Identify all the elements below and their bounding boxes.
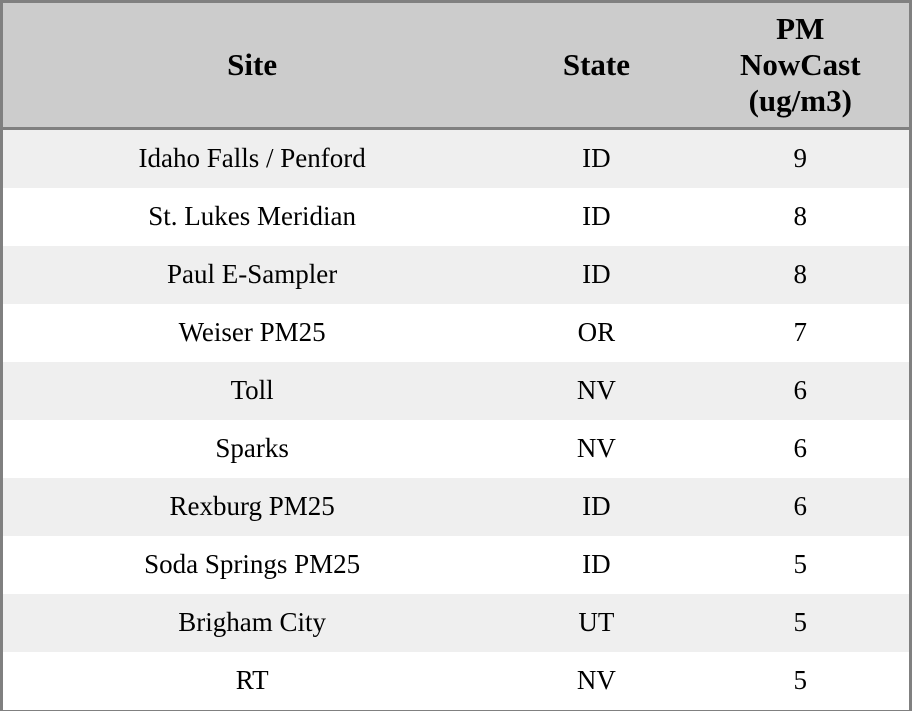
table-row xyxy=(3,652,909,710)
column-header-site xyxy=(3,3,501,128)
cell-site: Idaho Falls / Penford xyxy=(3,128,501,188)
cell-state: UT xyxy=(501,594,691,652)
column-header-pm-nowcast-line-1: PM xyxy=(776,11,825,46)
air-quality-table xyxy=(3,3,909,710)
table-row xyxy=(3,478,909,536)
cell-value: 8 xyxy=(692,246,909,304)
column-header-state-text xyxy=(507,47,685,83)
column-header-pm-nowcast-line-2: NowCast xyxy=(739,46,861,82)
cell-value: 5 xyxy=(692,536,909,594)
table-row xyxy=(3,128,909,188)
cell-state: NV xyxy=(501,420,691,478)
cell-value: 6 xyxy=(692,478,909,536)
column-header-pm-nowcast xyxy=(692,3,909,128)
cell-site: Weiser PM25 xyxy=(3,304,501,362)
cell-value: 6 xyxy=(692,362,909,420)
cell-value: 6 xyxy=(692,420,909,478)
cell-site: Sparks xyxy=(3,420,501,478)
cell-site: St. Lukes Meridian xyxy=(3,188,501,246)
cell-state: NV xyxy=(501,362,691,420)
cell-site: Toll xyxy=(3,362,501,420)
cell-site: RT xyxy=(3,652,501,710)
cell-site: Rexburg PM25 xyxy=(3,478,501,536)
cell-state: OR xyxy=(501,304,691,362)
column-header-site-line-1: Site xyxy=(227,46,278,82)
cell-value: 5 xyxy=(692,652,909,710)
column-header-state xyxy=(501,3,691,128)
cell-value: 9 xyxy=(692,128,909,188)
cell-state: NV xyxy=(501,652,691,710)
cell-value: 5 xyxy=(692,594,909,652)
table-row xyxy=(3,420,909,478)
cell-state: ID xyxy=(501,188,691,246)
cell-site: Soda Springs PM25 xyxy=(3,536,501,594)
cell-value: 7 xyxy=(692,304,909,362)
cell-state: ID xyxy=(501,128,691,188)
table-header xyxy=(3,3,909,128)
table-row xyxy=(3,188,909,246)
cell-site: Paul E-Sampler xyxy=(3,246,501,304)
column-header-pm-nowcast-line-3: (ug/m3) xyxy=(748,82,852,118)
column-header-site-text xyxy=(9,47,495,83)
table-row xyxy=(3,536,909,594)
column-header-pm-nowcast-text xyxy=(698,11,903,119)
cell-value: 8 xyxy=(692,188,909,246)
table-row xyxy=(3,362,909,420)
table-header-row xyxy=(3,3,909,128)
column-header-state-line-1: State xyxy=(562,46,630,82)
cell-state: ID xyxy=(501,246,691,304)
cell-site: Brigham City xyxy=(3,594,501,652)
cell-state: ID xyxy=(501,478,691,536)
table-row xyxy=(3,304,909,362)
table-body xyxy=(3,128,909,710)
table-row xyxy=(3,594,909,652)
cell-state: ID xyxy=(501,536,691,594)
table-row xyxy=(3,246,909,304)
